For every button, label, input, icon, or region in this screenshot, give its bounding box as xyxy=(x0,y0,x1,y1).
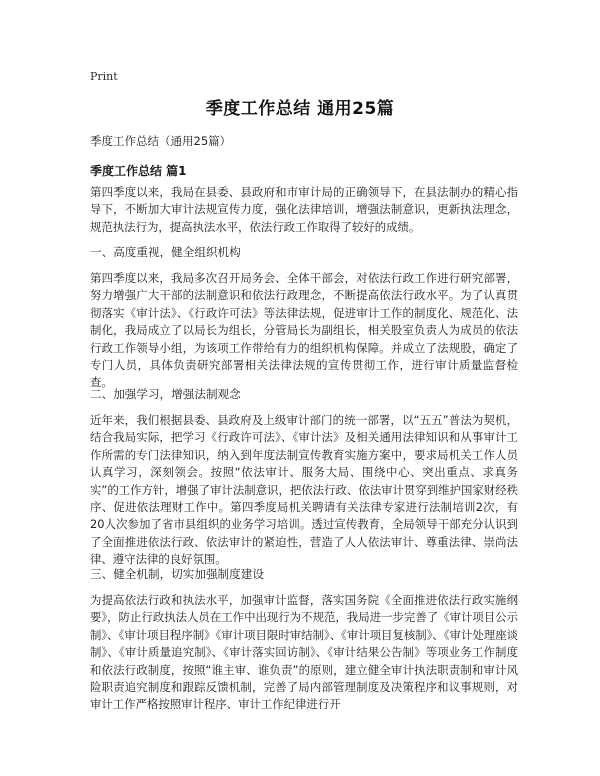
document-subtitle: 季度工作总结（通用25篇） xyxy=(90,134,232,148)
print-label[interactable]: Print xyxy=(90,70,118,83)
heading-organization: 一、高度重视，健全组织机构 xyxy=(90,245,241,259)
heading-mechanism: 三、健全机制，切实加强制度建设 xyxy=(90,567,264,581)
document-title: 季度工作总结 通用25篇 xyxy=(205,99,395,119)
study-paragraph: 近年来，我们根据县委、县政府及上级审计部门的统一部署，以“五五”普法为契机，结合我局实际，把学习《行政许可法》、《审计法》及相关通用法律知识和从事审计工作所需的专门法律知识，纳入到年度法制宣传教育实施方案中，要求局机关工作人员认真学习，深刻领会。按照“依法审计、服务大局、围绕中心、突出重点、求真务实”的工作方针，增强了审计法制意识，把依法行政、依法审计贯穿到维护国家财经秩序、促进依法理财工作中。第四季度局机关聘请有关法律专家进行法制培训2次，有20人次参加了省市县组织的业务学习培训。透过宣传教育，全局领导干部充分认识到了全面推进依法行政、依法审计的紧迫性，营造了人人依法审计、尊重法律、崇尚法律、遵守法律的良好氛围。 xyxy=(90,413,518,567)
organization-paragraph: 第四季度以来，我局多次召开局务会、全体干部会，对依法行政工作进行研究部署，努力增强广大干部的法制意识和依法行政理念，不断提高依法行政水平。为了认真贯彻落实《审计法》、《行政许可法》等法律法规，促进审计工作的制度化、规范化、法制化，我局成立了以局长为组长，分管局长为副组长，相关股室负责人为成员的依法行政工作领导小组，为该项工作带给有力的组织机构保障。并成立了法规股，确定了专门人员，具体负责研究部署相关法律法规的宣传贯彻工作，进行审计质量监督检查。 xyxy=(90,271,518,390)
intro-paragraph: 第四季度以来，我局在县委、县政府和市审计局的正确领导下，在县法制办的精心指导下，不断加大审计法规宣传力度，强化法律培训，增强法制意识，更新执法理念，规范执法行为，提高执法水平，依法行政工作取得了较好的成绩。 xyxy=(90,185,518,234)
heading-study: 二、加强学习，增强法制观念 xyxy=(90,387,241,401)
section-title: 季度工作总结 篇1 xyxy=(90,164,187,178)
mechanism-paragraph: 为提高依法行政和执法水平，加强审计监督，落实国务院《全面推进依法行政实施纲要》，防止行政执法人员在工作中出现行为不规范，我局进一步完善了《审计项目公示制》、《审计项目程序制》《审计项目限时审结制》、《审计项目复核制》、《审计处理座谈制》、《审计质量追究制》、《审计落实回访制》、《审计结果公告制》等项业务工作制度和依法行政制度，按照“谁主审、谁负责”的原则，建立健全审计执法职责制和审计风险职责追究制度和跟踪反馈机制，完善了局内部管理制度及决策程序和议事规则，对审计工作严格按照审计程序、审计工作纪律进行开 xyxy=(90,593,518,712)
